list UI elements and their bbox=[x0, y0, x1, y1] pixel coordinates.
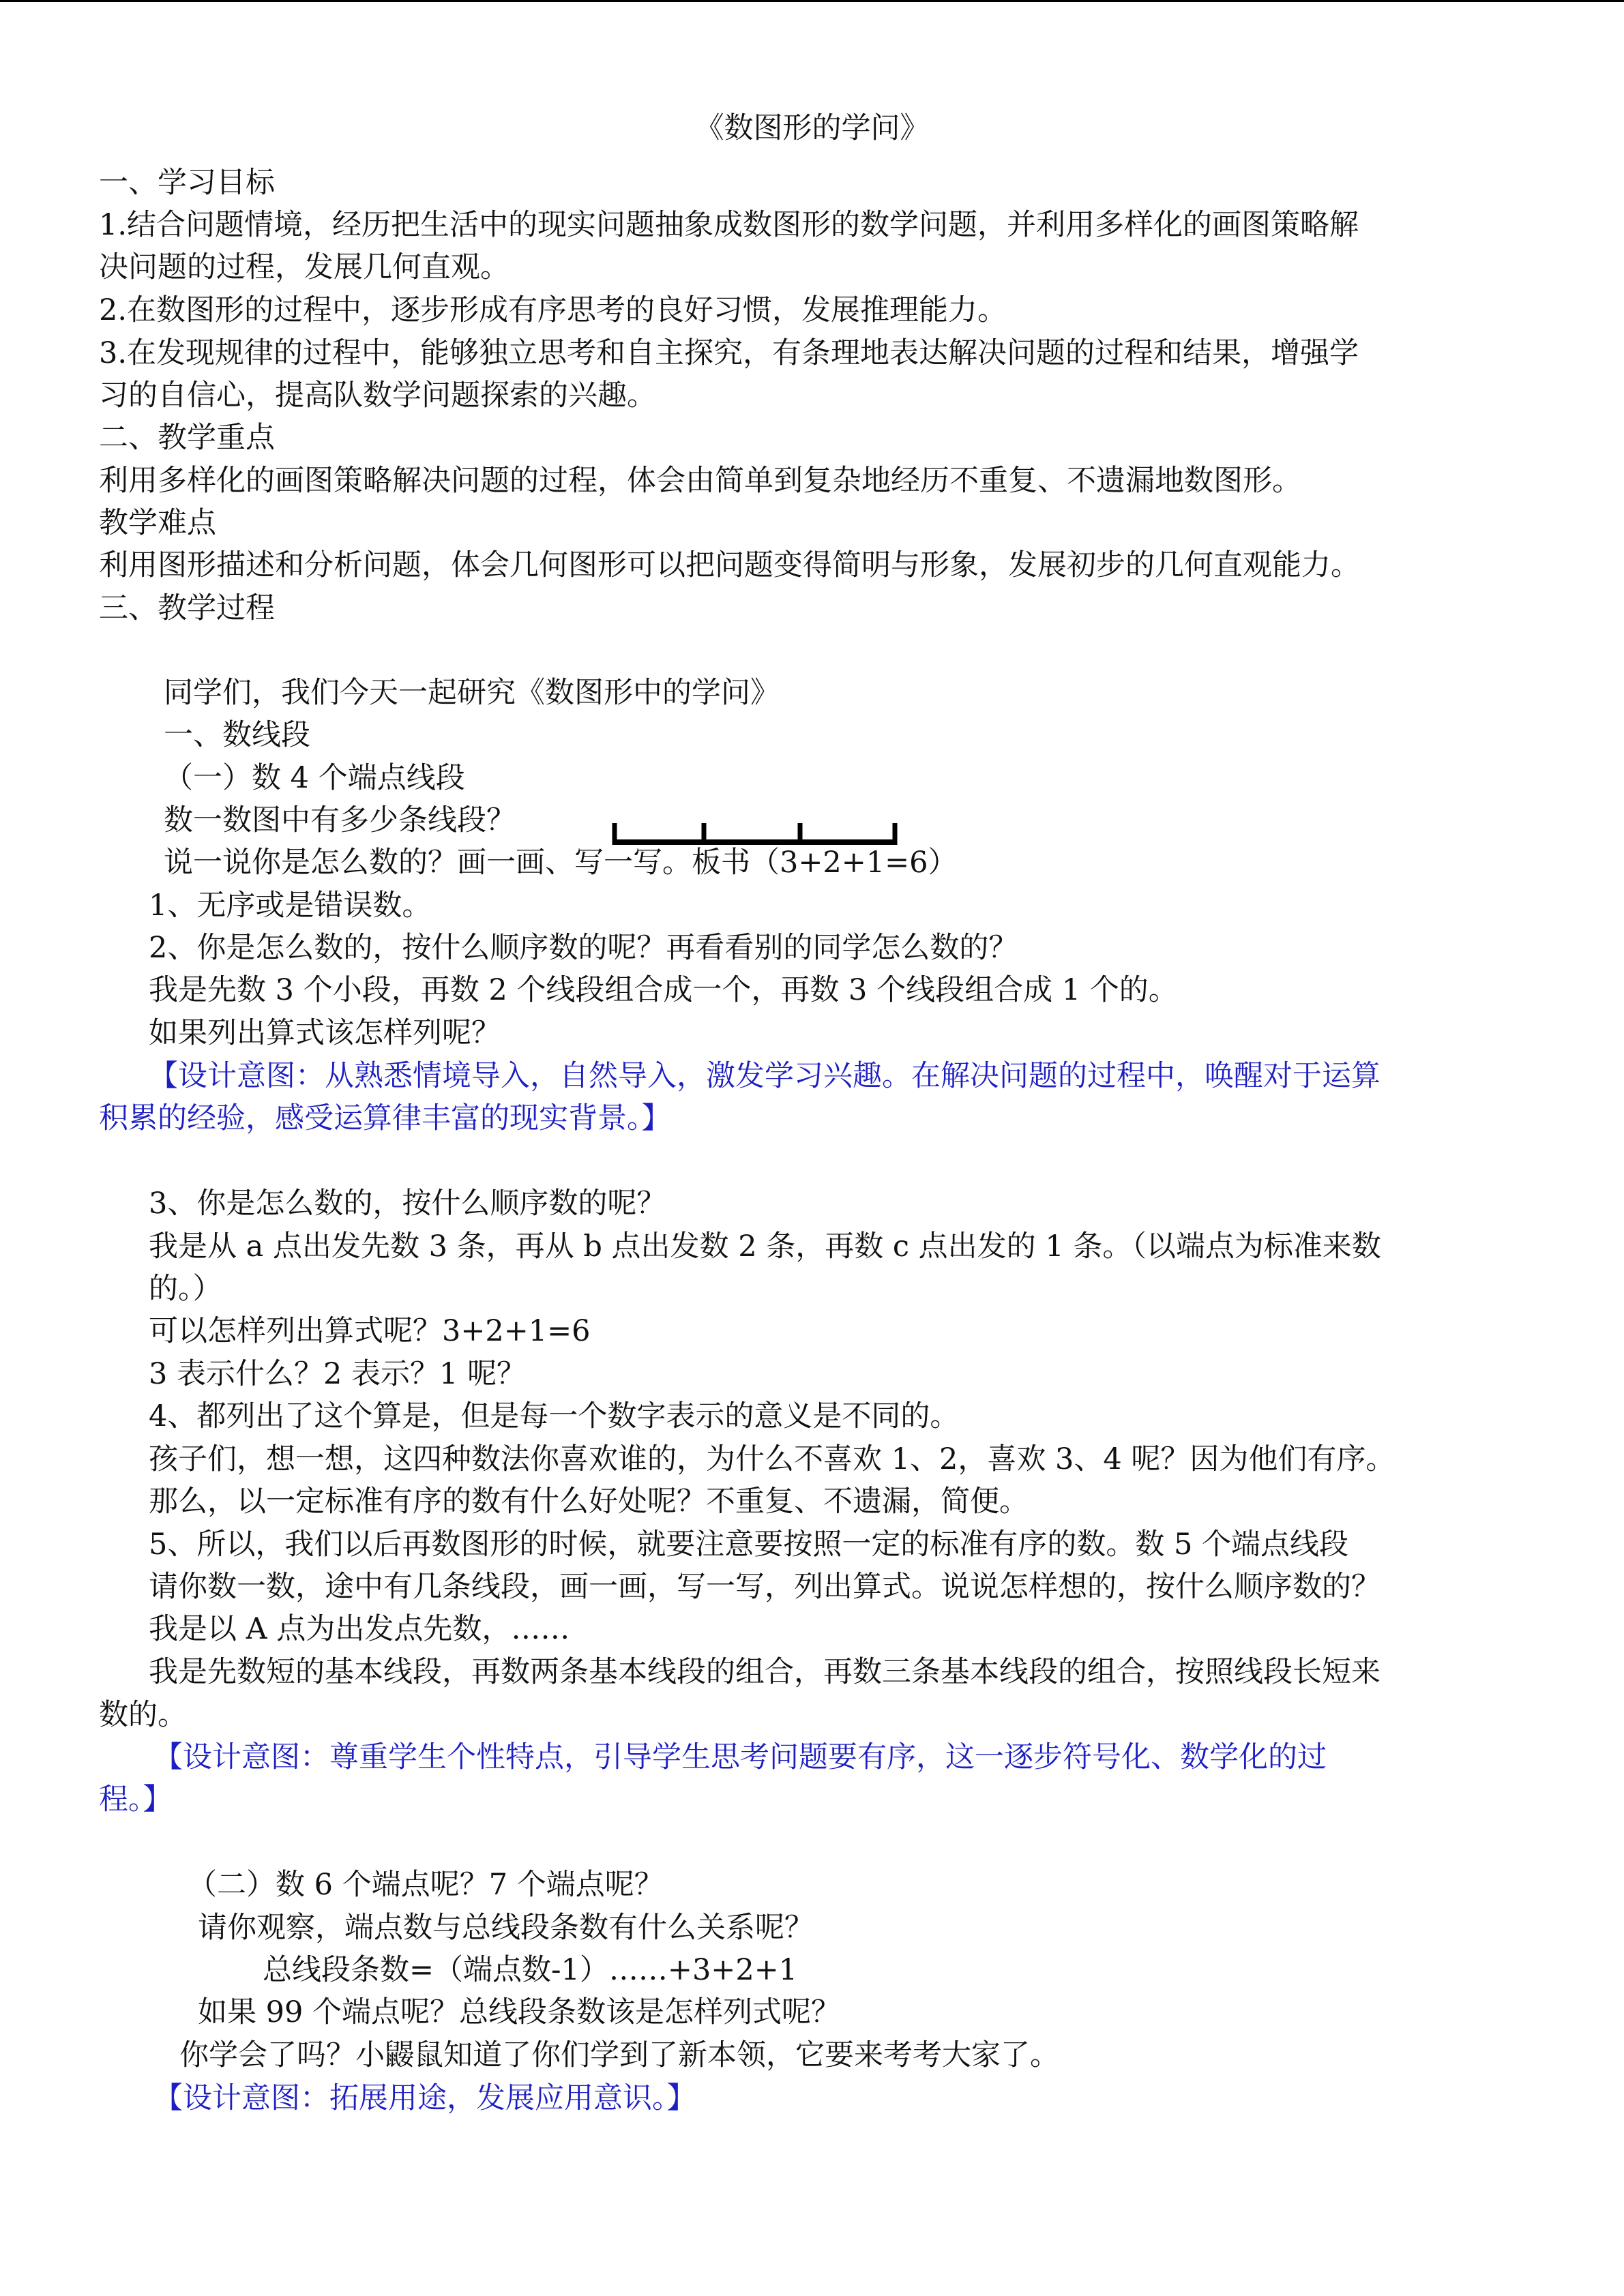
objective-1-line-1: 1.结合问题情境，经历把生活中的现实问题抽象成数图形的数学问题，并利用多样化的画图策略解 bbox=[99, 208, 1359, 242]
process-line: 你学会了吗？小鼹鼠知道了你们学到了新本领，它要来考考大家了。 bbox=[179, 2038, 1059, 2072]
objective-1-line-2: 决问题的过程，发展几何直观。 bbox=[99, 250, 510, 284]
page-title: 《数图形的学问》 bbox=[694, 111, 930, 145]
process-line: 的。） bbox=[149, 1272, 222, 1306]
process-line: （二）数 6 个端点呢？7 个端点呢？ bbox=[188, 1868, 664, 1902]
process-line: 数一数图中有多少条线段？ bbox=[164, 803, 516, 837]
process-line: 如果 99 个端点呢？总线段条数该是怎样列式呢？ bbox=[198, 1995, 841, 2029]
process-line: 我是以 A 点为出发点先数，…… bbox=[149, 1612, 570, 1646]
process-line: 2、你是怎么数的，按什么顺序数的呢？再看看别的同学怎么数的？ bbox=[149, 931, 1018, 965]
process-line: 3 表示什么？2 表示？1 呢？ bbox=[149, 1357, 527, 1391]
difficulty-heading: 教学难点 bbox=[99, 506, 216, 540]
process-line: 孩子们，想一想，这四种数法你喜欢谁的，为什么不喜欢 1、2，喜欢 3、4 呢？因为他们有序。 bbox=[149, 1442, 1396, 1476]
process-line: 1、无序或是错误数。 bbox=[149, 889, 432, 923]
teaching-focus: 利用多样化的画图策略解决问题的过程，体会由简单到复杂地经历不重复、不遗漏地数图形。 bbox=[99, 464, 1301, 498]
objective-3-line-2: 习的自信心，提高队数学问题探索的兴趣。 bbox=[99, 378, 656, 413]
design-note: 程。】 bbox=[99, 1783, 173, 1817]
process-line: 数的。 bbox=[99, 1698, 187, 1732]
section-heading-focus: 二、教学重点 bbox=[99, 421, 275, 455]
process-line: 3、你是怎么数的，按什么顺序数的呢？ bbox=[149, 1187, 666, 1221]
process-line: 请你观察，端点数与总线段条数有什么关系呢？ bbox=[198, 1911, 814, 1945]
process-line: 4、都列出了这个算是，但是每一个数字表示的意义是不同的。 bbox=[149, 1399, 960, 1433]
process-line: 可以怎样列出算式呢？3+2+1=6 bbox=[149, 1314, 591, 1348]
process-line: 如果列出算式该怎样列呢？ bbox=[149, 1016, 501, 1050]
process-line: 我是从 a 点出发先数 3 条，再从 b 点出发数 2 条，再数 c 点出发的 1 条。（以端点为标准来数 bbox=[149, 1229, 1381, 1264]
process-line: （一）数 4 个端点线段 bbox=[164, 761, 465, 795]
objective-3-line-1: 3.在发现规律的过程中，能够独立思考和自主探究，有条理地表达解决问题的过程和结果，增强学 bbox=[99, 336, 1359, 370]
section-heading-objectives: 一、学习目标 bbox=[99, 166, 275, 200]
section-heading-process: 三、教学过程 bbox=[99, 591, 275, 625]
process-line: 5、所以，我们以后再数图形的时候，就要注意要按照一定的标准有序的数。数 5 个端点线段 bbox=[149, 1527, 1349, 1562]
process-line: 请你数一数，途中有几条线段，画一画，写一写，列出算式。说说怎样想的，按什么顺序数的？ bbox=[149, 1570, 1381, 1604]
design-note: 积累的经验，感受运算律丰富的现实背景。】 bbox=[99, 1101, 671, 1135]
process-line: 那么，以一定标准有序的数有什么好处呢？不重复、不遗漏，简便。 bbox=[149, 1485, 1029, 1519]
teaching-difficulty: 利用图形描述和分析问题，体会几何图形可以把问题变得简明与形象，发展初步的几何直观能力。 bbox=[99, 548, 1360, 582]
process-line: 我是先数短的基本线段，再数两条基本线段的组合，再数三条基本线段的组合，按照线段长短来 bbox=[149, 1655, 1381, 1689]
process-line: 同学们，我们今天一起研究《数图形中的学问》 bbox=[164, 676, 780, 710]
design-note: 【设计意图：尊重学生个性特点，引导学生思考问题要有序，这一逐步符号化、数学化的过 bbox=[153, 1740, 1327, 1774]
process-line: 我是先数 3 个小段，再数 2 个线段组合成一个，再数 3 个线段组合成 1 个的。 bbox=[149, 973, 1178, 1007]
process-line: 说一说你是怎么数的？画一画、写一写。板书（3+2+1=6） bbox=[164, 846, 958, 880]
design-note: 【设计意图：从熟悉情境导入，自然导入，激发学习兴趣。在解决问题的过程中，唤醒对于运算 bbox=[149, 1059, 1381, 1093]
design-note: 【设计意图：拓展用途，发展应用意识。】 bbox=[153, 2081, 696, 2115]
objective-2: 2.在数图形的过程中，逐步形成有序思考的良好习惯，发展推理能力。 bbox=[99, 293, 1007, 327]
process-line: 一、数线段 bbox=[164, 718, 310, 752]
formula-line: 总线段条数=（端点数-1）……+3+2+1 bbox=[263, 1953, 798, 1987]
